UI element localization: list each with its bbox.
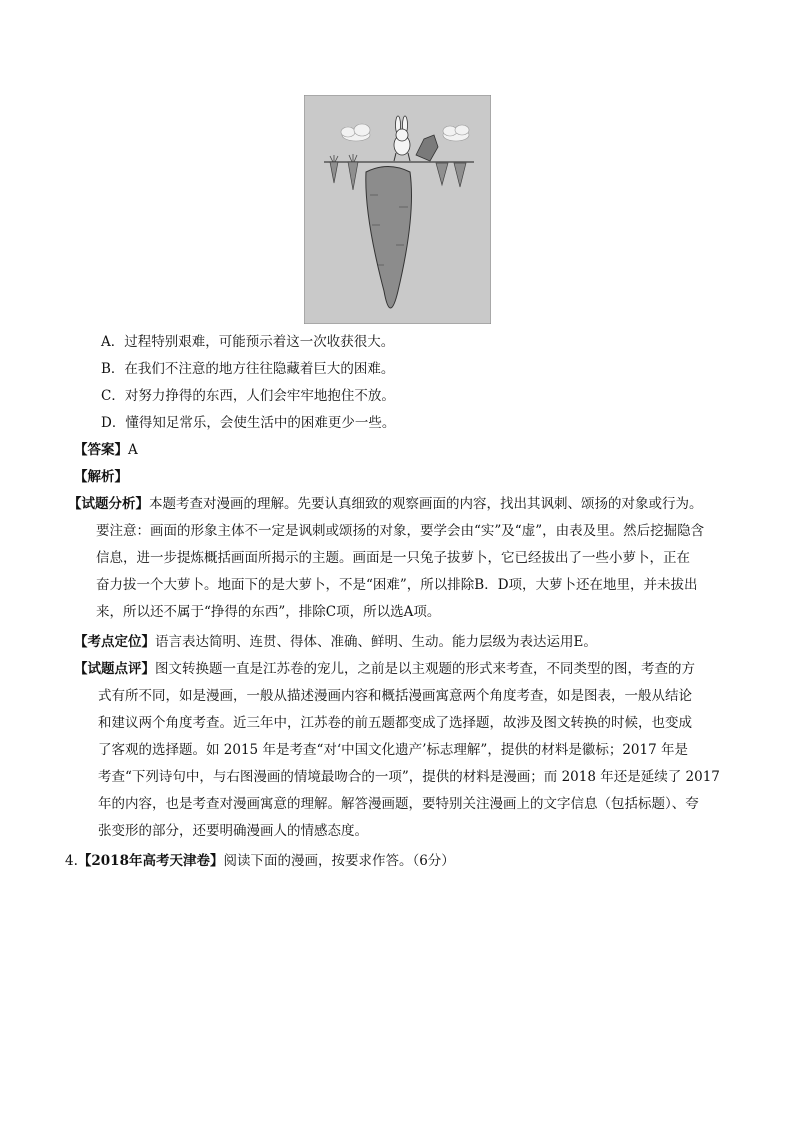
answer-value: A	[128, 442, 138, 458]
test-analysis-line-5: 来，所以还不属于“挣得的东西”，排除C项，所以选A项。	[96, 604, 441, 620]
comment-line-3: 和建议两个角度考查。近三年中，江苏卷的前五题都变成了选择题，故涉及图文转换的时候，也变成	[98, 715, 692, 731]
test-analysis-line-2: 要注意：画面的形象主体不一定是讽刺或颂扬的对象，要学会由“实”及“虚”，由表及里。然后挖掘隐含	[96, 523, 705, 539]
key-point-tag: 【考点定位】	[74, 634, 155, 650]
option-d: D．懂得知足常乐，会使生活中的困难更少一些。	[101, 415, 396, 431]
key-point-text: 语言表达简明、连贯、得体、准确、鲜明、生动。能力层级为表达运用E。	[155, 634, 597, 650]
option-b: B．在我们不注意的地方往往隐藏着巨大的困难。	[101, 361, 395, 377]
question-4-text: 阅读下面的漫画，按要求作答。（6分）	[223, 853, 455, 869]
question-4-number: 4.	[65, 853, 78, 869]
option-a: A．过程特别艰难，可能预示着这一次收获很大。	[101, 334, 395, 350]
comment-line-7: 张变形的部分，还要明确漫画人的情感态度。	[98, 823, 368, 839]
test-analysis-line-3: 信息，进一步提炼概括画面所揭示的主题。画面是一只兔子拔萝卜，它已经拔出了一些小萝卜，正在	[96, 550, 690, 566]
comment-line-4: 了客观的选择题。如 2015 年是考查“对‘中国文化遗产’标志理解”，提供的材料是徽标；2017 年是	[98, 742, 688, 758]
comment-text-1: 图文转换题一直是江苏卷的宠儿，之前是以主观题的形式来考查，不同类型的图，考查的方	[155, 661, 695, 677]
test-analysis-text-1: 本题考查对漫画的理解。先要认真细致的观察画面的内容，找出其讽刺、颂扬的对象或行为。	[149, 496, 703, 512]
option-c: C．对努力挣得的东西，人们会牢牢地抱住不放。	[101, 388, 395, 404]
question-4-source: 【2018年高考天津卷】	[77, 853, 224, 869]
comment-tag: 【试题点评】	[74, 661, 155, 677]
comment-line-2: 式有所不同，如是漫画，一般从描述漫画内容和概括漫画寓意两个角度考查，如是图表，一般从结论	[98, 688, 692, 704]
comment-line-5: 考查“下列诗句中，与右图漫画的情境最吻合的一项”，提供的材料是漫画；而 2018 年还是延续了 2017	[98, 769, 720, 785]
analysis-tag: 【解析】	[74, 469, 128, 485]
answer-line	[74, 441, 138, 459]
test-analysis-line-1	[68, 495, 703, 513]
test-analysis-line-4: 奋力拔一个大萝卜。地面下的是大萝卜，不是“困难”，所以排除B．D项，大萝卜还在地里，并未拔出	[96, 577, 698, 593]
comment-line-1	[74, 660, 695, 678]
key-point-line	[74, 633, 597, 651]
test-analysis-tag: 【试题分析】	[68, 496, 149, 512]
answer-tag: 【答案】	[74, 442, 128, 458]
carrot-cartoon-image	[304, 95, 491, 324]
comment-line-6: 年的内容，也是考查对漫画寓意的理解。解答漫画题，要特别关注漫画上的文字信息（包括标题）、夸	[98, 796, 699, 812]
question-4-line	[65, 852, 455, 870]
